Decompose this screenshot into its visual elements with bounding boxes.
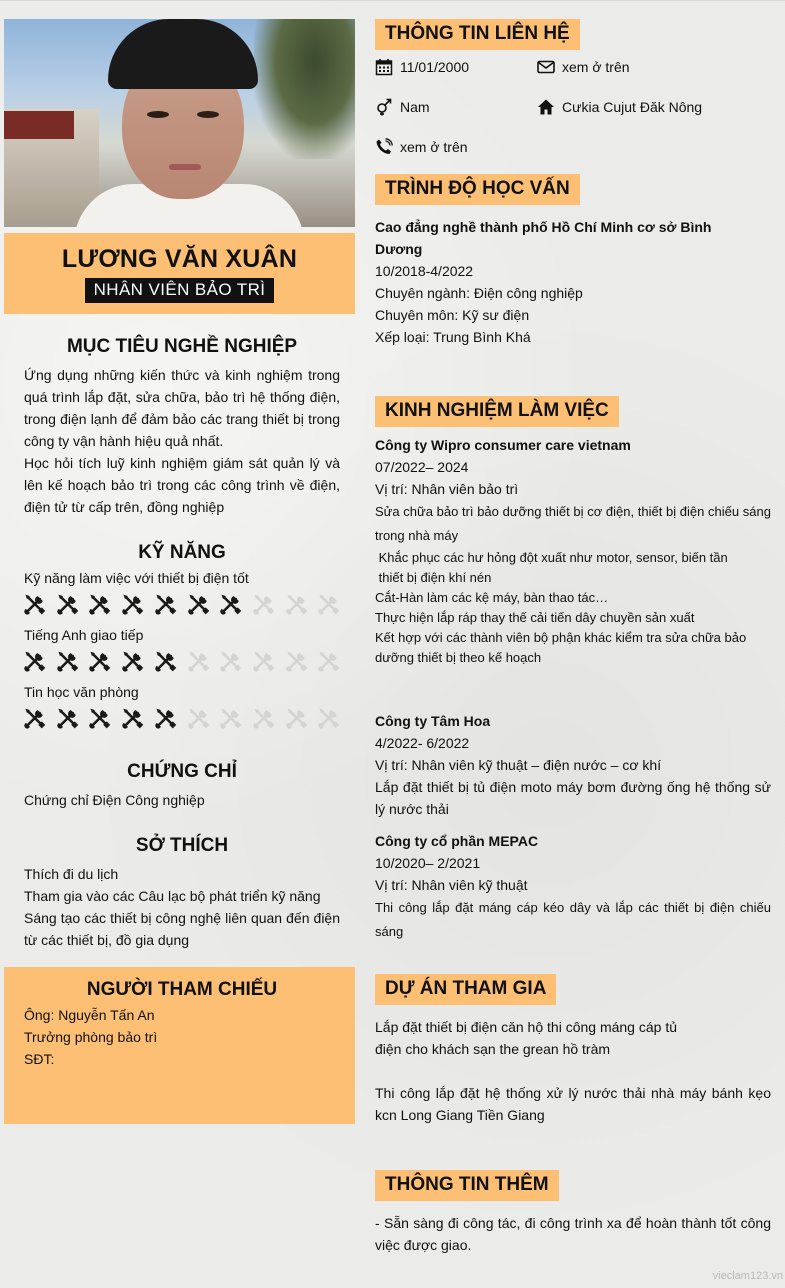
certificates-section	[4, 761, 355, 811]
birthday-value: 11/01/2000	[400, 59, 470, 75]
objective-paragraph-1: Ứng dụng những kiến thức và kinh nghiệm trong quá trình lắp đặt, sửa chữa, bảo trì hệ thống điện, trong điện lạnh để đảm bảo các trang thiết bị trong công ty vận hành hiệu quả nhất.	[24, 367, 340, 449]
tools-icon-empty	[286, 650, 308, 672]
job-entry	[375, 830, 771, 944]
reference-line: Ông: Nguyễn Tấn An	[24, 1007, 155, 1023]
job-description: Lắp đặt thiết bị tủ điện moto máy bơm đường ống hệ thống sử lý nước thải	[375, 779, 771, 817]
hobby-item: Sáng tạo các thiết bị công nghệ liên quan đến điện từ các thiết bị, đồ gia dụng	[24, 910, 340, 948]
contact-heading: THÔNG TIN LIÊN HỆ	[375, 19, 580, 50]
tools-icon-empty	[188, 650, 210, 672]
education-period: 10/2018-4/2022	[375, 263, 474, 279]
school-name: Cao đẳng nghề thành phố Hồ Chí Minh cơ sở Bình	[375, 219, 712, 235]
experience-heading: KINH NGHIỆM LÀM VIỆC	[375, 396, 619, 427]
objective-paragraph-2: Học hỏi tích luỹ kinh nghiệm giám sát quản lý và lên kế hoạch bảo trì trong các công trình về điện, điện tử từ cấp trên, đồng nghiệp	[24, 455, 340, 515]
tools-icon-empty	[220, 707, 242, 729]
profile-photo	[4, 19, 355, 227]
tools-icon-empty	[318, 707, 340, 729]
project-item: Lắp đặt thiết bị điện căn hộ thi công máng cáp tủ	[375, 1019, 677, 1035]
objective-heading: MỤC TIÊU NGHỀ NGHIỆP	[66, 336, 298, 357]
phone-icon	[375, 138, 393, 156]
projects-heading: DỰ ÁN THAM GIA	[375, 974, 556, 1005]
skill-label: Kỹ năng làm việc với thiết bị điện tốt	[24, 570, 249, 586]
contact-address	[537, 98, 702, 116]
job-position: Vị trí: Nhân viên bảo trì	[375, 481, 519, 497]
contact-section	[375, 19, 771, 170]
skill-rating	[24, 593, 340, 615]
job-company: Công ty Wipro consumer care vietnam	[375, 437, 631, 453]
tools-icon-filled	[89, 707, 111, 729]
skill-label: Tin học văn phòng	[24, 684, 139, 700]
job-description: Sửa chữa bảo trì bảo dưỡng thiết bị cơ điện, thiết bị điện chiếu sáng trong nhà máy	[375, 504, 771, 543]
tools-icon-empty	[220, 650, 242, 672]
tools-icon-filled	[24, 593, 46, 615]
reference-line: SĐT:	[24, 1051, 55, 1067]
job-period: 07/2022– 2024	[375, 459, 469, 475]
tools-icon-filled	[24, 707, 46, 729]
job-period: 4/2022- 6/2022	[375, 735, 470, 751]
job-title: NHÂN VIÊN BẢO TRÌ	[85, 278, 275, 303]
skill-label: Tiếng Anh giao tiếp	[24, 627, 144, 643]
address-value: Cưkia Cujut Đăk Nông	[562, 99, 703, 115]
job-entry	[375, 710, 771, 820]
hobby-item: Thích đi du lịch	[24, 866, 119, 882]
references-heading: NGƯỜI THAM CHIẾU	[86, 979, 278, 1000]
projects-section	[375, 974, 771, 1126]
objective-section	[4, 336, 355, 518]
references-section	[4, 967, 355, 1124]
tools-icon-empty	[253, 650, 275, 672]
envelope-icon	[537, 58, 555, 76]
phone-value: xem ở trên	[400, 139, 468, 155]
gender-value: Nam	[400, 99, 430, 115]
job-company: Công ty cổ phần MEPAC	[375, 833, 539, 849]
education-section	[375, 174, 771, 348]
education-heading: TRÌNH ĐỘ HỌC VẤN	[375, 174, 580, 205]
tools-icon-empty	[253, 593, 275, 615]
job-description: Thi công lắp đặt máng cáp kéo dây và lắp các thiết bị điện chiếu sáng	[375, 900, 771, 939]
tools-icon-filled	[24, 650, 46, 672]
hobby-item: Tham gia vào các Câu lạc bộ phát triển kỹ năng	[24, 888, 321, 904]
job-position: Vị trí: Nhân viên kỹ thuật	[375, 877, 528, 893]
tools-icon-empty	[318, 650, 340, 672]
tools-icon-filled	[57, 650, 79, 672]
tools-icon-filled	[122, 593, 144, 615]
experience-section	[375, 396, 771, 944]
job-bullet: Kết hợp với các thành viên bộ phận khác kiểm tra sửa chữa bảo dưỡng thiết bị theo kế hoạch	[375, 630, 747, 665]
right-column	[375, 1, 771, 1256]
job-position: Vị trí: Nhân viên kỹ thuật – điện nước – cơ khí	[375, 757, 662, 773]
contact-email	[537, 58, 630, 76]
contact-phone	[375, 138, 468, 156]
reference-line: Trưởng phòng bảo trì	[24, 1029, 158, 1045]
tools-icon-filled	[122, 650, 144, 672]
tools-icon-filled	[220, 593, 242, 615]
tools-icon-empty	[286, 593, 308, 615]
job-bullet: Cắt-Hàn làm các kệ máy, bàn thao tác…	[375, 590, 609, 605]
education-grade: Xếp loại: Trung Bình Khá	[375, 329, 531, 345]
tools-icon-filled	[122, 707, 144, 729]
contact-birthday	[375, 58, 469, 76]
hobbies-section	[4, 835, 355, 951]
tools-icon-filled	[188, 593, 210, 615]
skill-rating	[24, 707, 340, 729]
job-bullet-cont: thiết bị điện khí nén	[375, 570, 492, 585]
calendar-icon	[375, 58, 393, 76]
watermark: vieclam123.vn	[712, 1270, 783, 1282]
house-icon	[537, 98, 555, 116]
tools-icon-filled	[89, 593, 111, 615]
project-item-cont: điện cho khách sạn the grean hồ tràm	[375, 1041, 611, 1057]
job-bullet: Thực hiện lắp ráp thay thế cải tiến dây chuyền sản xuất	[375, 610, 695, 625]
certificate-item: Chứng chỉ Điện Công nghiệp	[24, 792, 205, 808]
tools-icon-empty	[318, 593, 340, 615]
tools-icon-filled	[57, 593, 79, 615]
skill-rating	[24, 650, 340, 672]
skills-section	[4, 542, 355, 729]
project-item: Thi công lắp đặt hệ thống xử lý nước thải nhà máy bánh kẹo kcn Long Giang Tiền Giang	[375, 1085, 771, 1123]
school-name-cont: Dương	[375, 241, 423, 257]
skills-heading: KỸ NĂNG	[138, 542, 226, 563]
tools-icon-filled	[155, 650, 177, 672]
tools-icon-filled	[155, 707, 177, 729]
job-entry	[375, 434, 771, 668]
additional-heading: THÔNG TIN THÊM	[375, 1170, 559, 1201]
education-major: Chuyên ngành: Điện công nghiệp	[375, 285, 583, 301]
tools-icon-empty	[286, 707, 308, 729]
name-box	[4, 233, 355, 314]
tools-icon-filled	[155, 593, 177, 615]
tools-icon-empty	[188, 707, 210, 729]
tools-icon-filled	[89, 650, 111, 672]
left-column	[4, 19, 355, 1124]
job-period: 10/2020– 2/2021	[375, 855, 481, 871]
gender-icon	[375, 98, 393, 116]
additional-section	[375, 1170, 771, 1256]
certificates-heading: CHỨNG CHỈ	[127, 761, 237, 782]
tools-icon-filled	[57, 707, 79, 729]
email-value: xem ở trên	[562, 59, 630, 75]
job-bullet: Khắc phục các hư hỏng đột xuất như motor, sensor, biến tần	[375, 550, 728, 565]
job-company: Công ty Tâm Hoa	[375, 713, 491, 729]
candidate-name: LƯƠNG VĂN XUÂN	[61, 245, 298, 273]
education-specialty: Chuyên môn: Kỹ sư điện	[375, 307, 530, 323]
hobbies-heading: SỞ THÍCH	[135, 835, 229, 856]
additional-text: - Sẵn sàng đi công tác, đi công trình xa để hoàn thành tốt công việc được giao.	[375, 1215, 771, 1253]
contact-gender	[375, 98, 430, 116]
tools-icon-empty	[253, 707, 275, 729]
